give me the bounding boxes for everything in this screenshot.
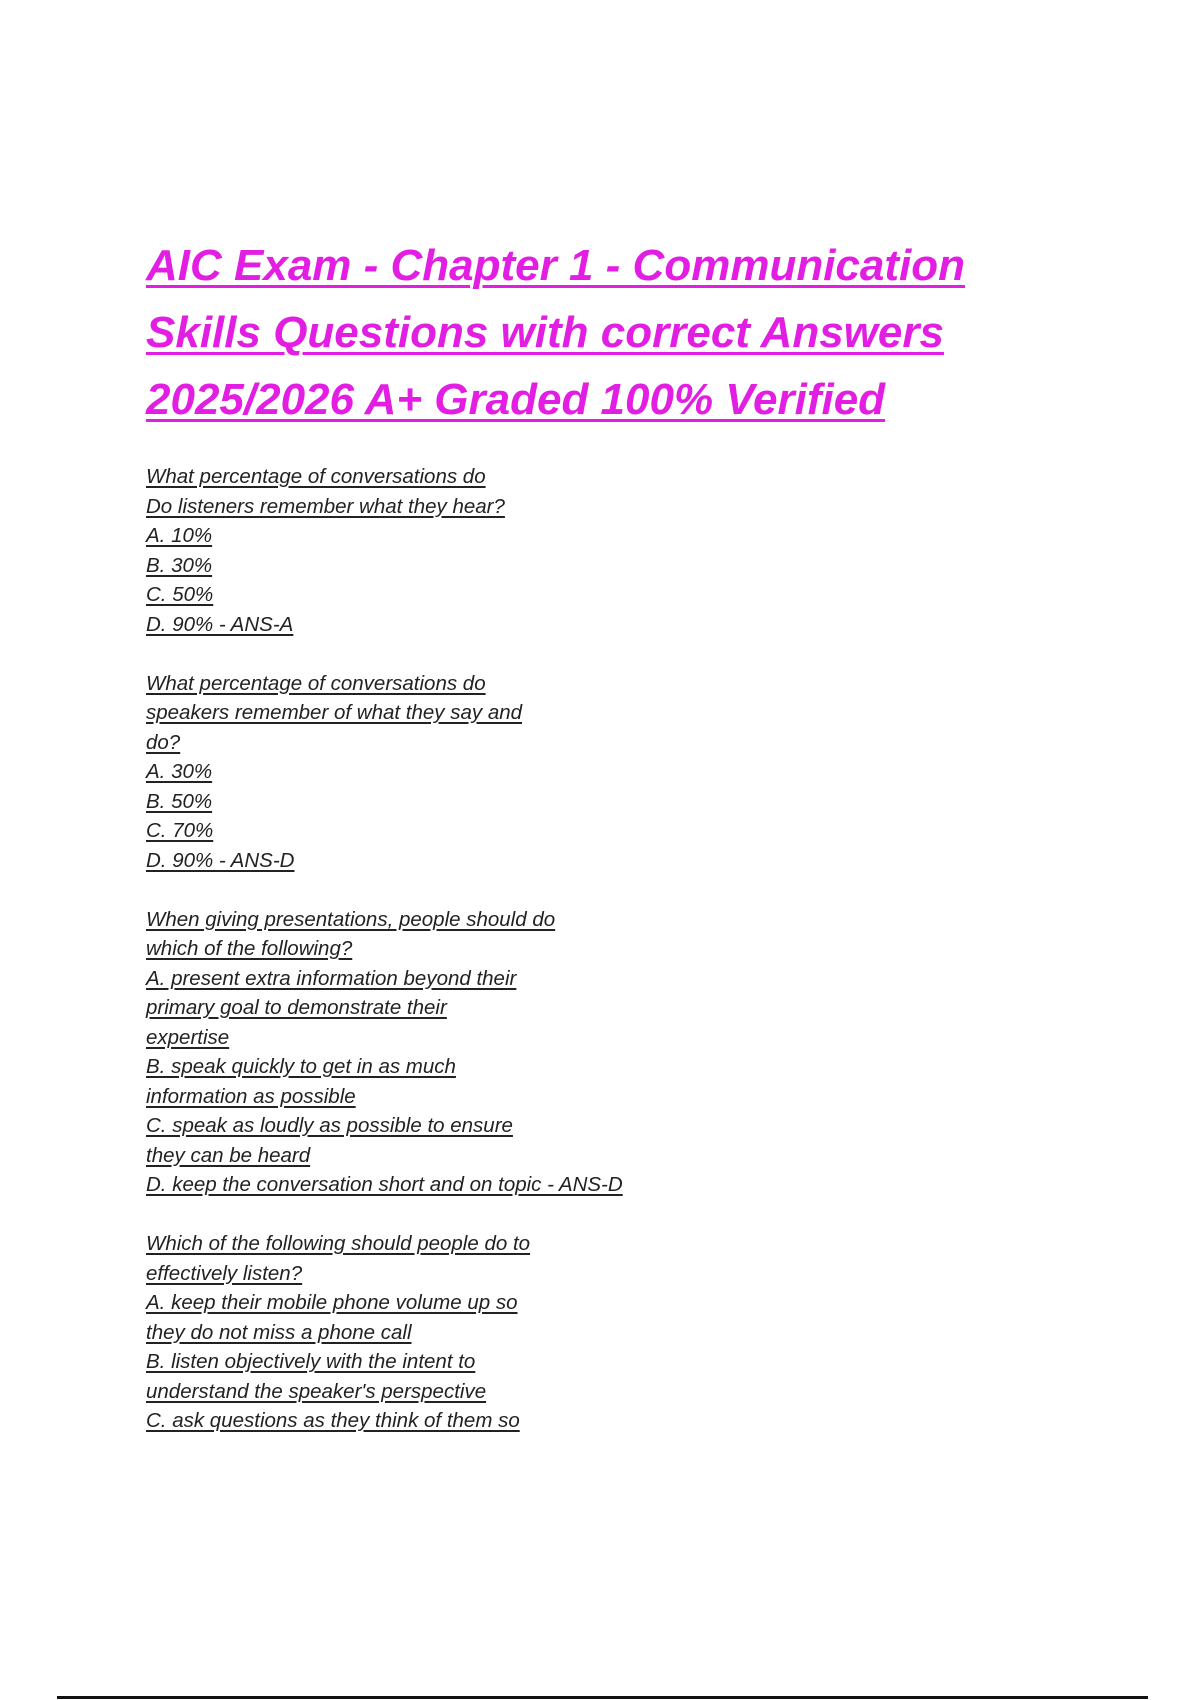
- line-text: When giving presentations, people should do: [146, 907, 556, 931]
- question-line: [146, 1141, 623, 1171]
- line-text: A. 30%: [146, 760, 213, 783]
- question-line: [146, 492, 623, 522]
- line-text: effectively listen?: [146, 1261, 303, 1285]
- page-footer-rule: [57, 1696, 1148, 1699]
- question-text: [146, 669, 623, 699]
- question-line: [146, 1111, 623, 1141]
- line-text: expertise: [146, 1025, 230, 1049]
- question-line: [146, 934, 623, 964]
- question-line: [146, 964, 623, 994]
- line-text: which of the following?: [146, 937, 353, 960]
- question-line: [146, 1082, 623, 1112]
- title-line: [146, 366, 1106, 433]
- line-text: D. keep the conversation short and on topic - ANS-D: [146, 1173, 623, 1196]
- line-text: they do not miss a phone call: [146, 1320, 412, 1344]
- question-line: [146, 1318, 623, 1348]
- line-text: What percentage of conversations do: [146, 671, 486, 695]
- line-text: C. ask questions as they think of them so: [146, 1409, 520, 1432]
- question-line: [146, 1406, 623, 1436]
- line-text: D. 90% - ANS-A: [146, 612, 294, 636]
- question-block: [146, 669, 623, 876]
- title-line-text: Skills Questions with correct Answers: [146, 308, 944, 357]
- question-line: [146, 1347, 623, 1377]
- line-text: they can be heard: [146, 1143, 311, 1167]
- title-line: [146, 232, 1106, 299]
- question-block: [146, 905, 623, 1200]
- title-line-text: 2025/2026 A+ Graded 100% Verified: [146, 375, 886, 424]
- question-line: [146, 1377, 623, 1407]
- question-text: [146, 1229, 623, 1259]
- line-text: B. 30%: [146, 553, 213, 577]
- question-line: [146, 1023, 623, 1053]
- question-line: [146, 698, 623, 728]
- question-line: [146, 1259, 623, 1289]
- line-text: B. speak quickly to get in as much: [146, 1055, 456, 1078]
- question-list: [146, 462, 623, 1465]
- line-text: C. speak as loudly as possible to ensure: [146, 1114, 513, 1137]
- question-line: [146, 993, 623, 1023]
- question-line: [146, 787, 623, 817]
- line-text: B. listen objectively with the intent to: [146, 1350, 476, 1373]
- line-text: do?: [146, 730, 181, 754]
- question-line: [146, 610, 623, 640]
- question-line: [146, 580, 623, 610]
- line-text: speakers remember of what they say and: [146, 701, 523, 724]
- question-line: [146, 551, 623, 581]
- line-text: A. keep their mobile phone volume up so: [146, 1291, 518, 1314]
- title-line: [146, 299, 1106, 366]
- line-text: C. 70%: [146, 819, 214, 842]
- line-text: B. 50%: [146, 789, 213, 813]
- question-text: [146, 905, 623, 935]
- line-text: A. present extra information beyond their: [146, 966, 517, 990]
- line-text: information as possible: [146, 1084, 356, 1108]
- document-title: [146, 232, 1106, 433]
- line-text: What percentage of conversations do: [146, 465, 486, 488]
- line-text: A. 10%: [146, 524, 213, 547]
- question-line: [146, 846, 623, 876]
- question-line: [146, 757, 623, 787]
- line-text: Which of the following should people do to: [146, 1232, 531, 1255]
- question-block: [146, 462, 623, 639]
- question-line: [146, 1288, 623, 1318]
- question-line: [146, 816, 623, 846]
- question-line: [146, 1170, 623, 1200]
- question-text: [146, 462, 623, 492]
- line-text: understand the speaker's perspective: [146, 1379, 487, 1403]
- line-text: Do listeners remember what they hear?: [146, 494, 505, 518]
- line-text: D. 90% - ANS-D: [146, 848, 295, 872]
- title-line-text: AIC Exam - Chapter 1 - Communication: [146, 241, 966, 290]
- line-text: primary goal to demonstrate their: [146, 996, 447, 1019]
- question-line: [146, 1052, 623, 1082]
- question-block: [146, 1229, 623, 1436]
- question-line: [146, 728, 623, 758]
- question-line: [146, 521, 623, 551]
- line-text: C. 50%: [146, 583, 214, 606]
